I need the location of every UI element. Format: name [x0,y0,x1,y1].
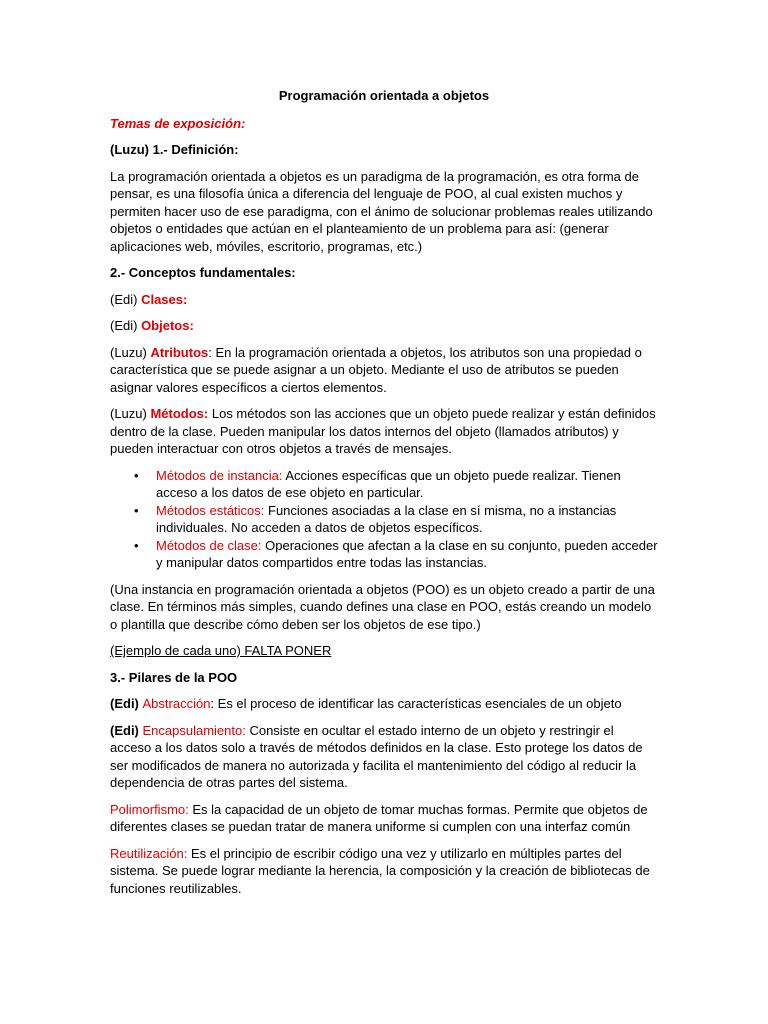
metodos-bullet-list [110,467,658,572]
clases-term: Clases: [141,291,188,307]
bullet-text: Operaciones que afectan a la clase en su conjunto, pueden acceder y manipular datos compartidos entre todas las instancias. [156,537,658,570]
reutilizacion-term: Reutilización: [110,845,188,861]
bullet-text: Funciones asociadas a la clase en sí misma, no a instancias individuales. No acceden a datos de objetos específicos. [156,502,617,535]
metodos-text: Los métodos son las acciones que un objeto puede realizar y están definidos dentro de la clase. Pueden manipular los datos internos del objeto (llamados atributos) y pueden interactuar con otros objetos a través de mensajes. [110,406,656,456]
bullet-icon: • [134,502,139,518]
abstraccion-speaker: (Edi) [110,696,143,711]
reutilizacion-text: Es el principio de escribir código una vez y utilizarlo en múltiples partes del sistema. Se puede lograr mediante la herencia, la composición y la creación de bibliotecas de funciones reutilizables. [110,845,650,896]
section1-body: La programación orientada a objetos es un paradigma de la programación, es otra forma de pensar, es una filosofía única a diferencia del lenguaje de POO, al cual existen muchos y permiten hacer uso de ese paradigma, con el ánimo de solucionar problemas reales utilizando objetos o entidades que actúan en el planteamiento de un problema para así: (generar aplicaciones web, móviles, escritorio, programas, etc.) [110,168,653,254]
temas-heading: Temas de exposición: [110,115,246,131]
bullet-term: Métodos de clase: [156,537,262,553]
atributos-paragraph [110,344,658,397]
polimorfismo-paragraph [110,801,658,836]
metodos-term: Métodos: [150,406,209,421]
bullet-icon: • [134,537,139,553]
clases-line [110,291,658,309]
bullet-term: Métodos de instancia: [156,467,283,483]
atributos-speaker: (Luzu) [110,344,151,360]
polimorfismo-term: Polimorfismo: [110,801,189,817]
metodos-speaker: (Luzu) [110,406,151,421]
encapsulamiento-speaker: (Edi) [110,722,143,738]
section3-heading: 3.- Pilares de la POO [110,669,238,685]
abstraccion-text: : Es el proceso de identificar las características esenciales de un objeto [210,696,622,711]
reutilizacion-paragraph [110,845,658,898]
document-title: Programación orientada a objetos [278,88,490,103]
section1-heading: (Luzu) 1.- Definición: [110,142,239,157]
encapsulamiento-term: Encapsulamiento: [142,722,246,738]
list-item [134,537,658,572]
bullet-icon: • [134,467,139,483]
list-item [134,467,658,502]
instancia-note: (Una instancia en programación orientada a objetos (POO) es un objeto creado a partir de una clase. En términos más simples, cuando defines una clase en POO, estás creando un modelo o plantilla que describe cómo deben ser los objetos de ese tipo.) [110,581,655,632]
objetos-speaker: (Edi) [110,318,142,333]
section2-heading: 2.- Conceptos fundamentales: [110,265,296,280]
ejemplo-note: (Ejemplo de cada uno) FALTA PONER [110,643,332,658]
encapsulamiento-text: Consiste en ocultar el estado interno de un objeto y restringir el acceso a los datos solo a través de métodos definidos en la clase. Esto protege los datos de ser modificados de manera no autorizada y facilita el mantenimiento del código al reducir la dependencia de otras partes del sistema. [110,722,643,790]
atributos-text: : En la programación orientada a objetos, los atributos son una propiedad o característica que se puede asignar a un objeto. Mediante el uso de atributos se pueden asignar valores específicos a ciertos elementos. [110,344,642,395]
bullet-text: Acciones específicas que un objeto puede realizar. Tienen acceso a los datos de ese objeto en particular. [156,467,621,500]
polimorfismo-text: Es la capacidad de un objeto de tomar muchas formas. Permite que objetos de diferentes clases se puedan tratar de manera uniforme si cumplen con una interfaz común [110,801,648,834]
clases-speaker: (Edi) [110,291,142,307]
metodos-paragraph [110,405,658,458]
abstraccion-term: Abstracción [142,696,211,711]
objetos-term: Objetos: [141,318,194,333]
list-item [134,502,658,537]
abstraccion-paragraph [110,695,658,713]
bullet-term: Métodos estáticos: [156,502,265,518]
atributos-term: Atributos [150,344,209,360]
objetos-line [110,317,658,335]
encapsulamiento-paragraph [110,722,658,792]
